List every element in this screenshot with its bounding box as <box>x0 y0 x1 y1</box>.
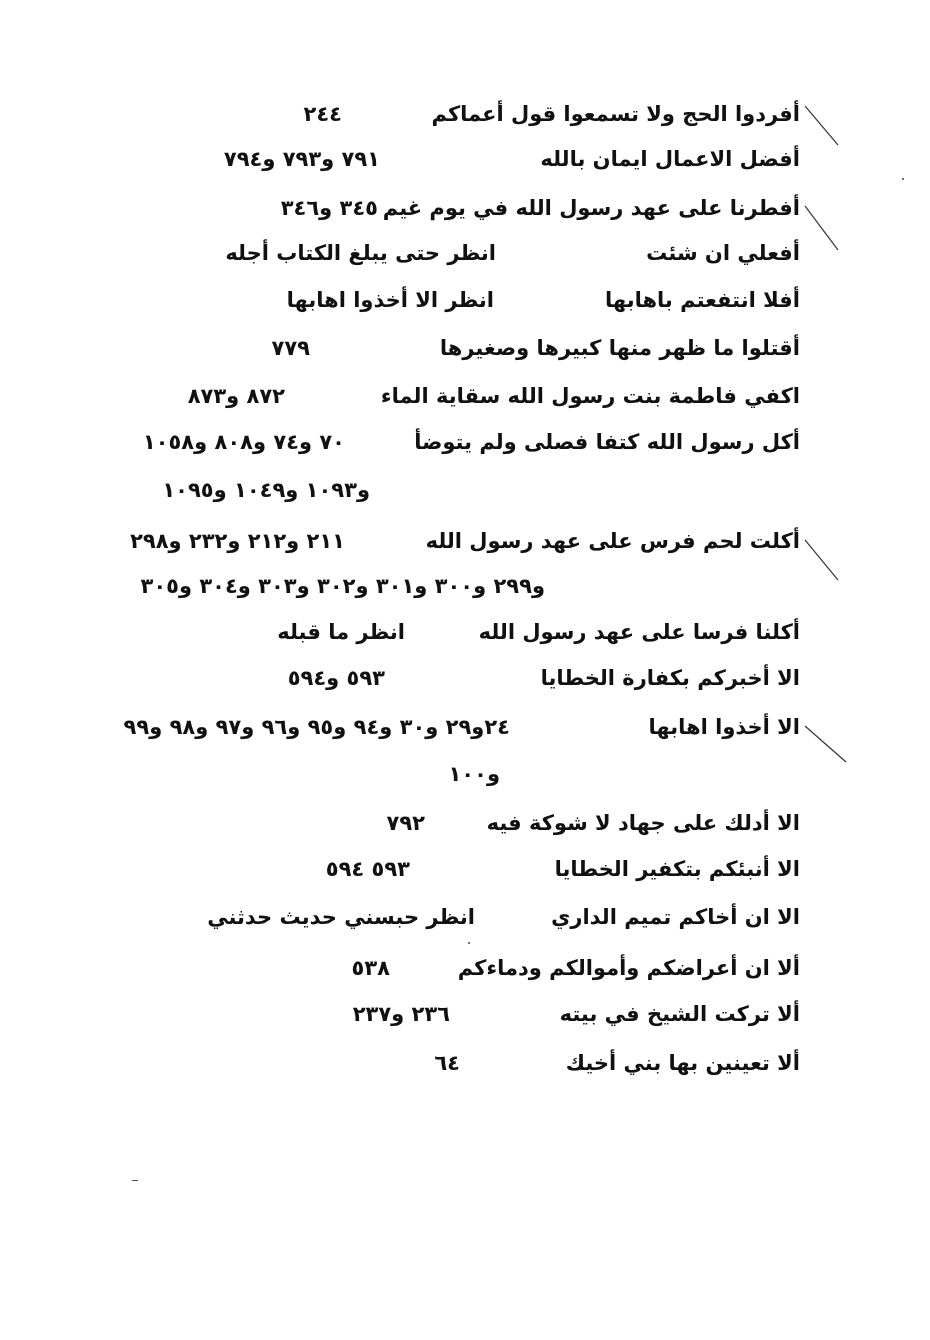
index-entry <box>0 376 930 416</box>
index-entry <box>0 707 930 747</box>
entry-ref: ٥٩٣ ٥٩٤ <box>325 857 410 881</box>
entry-ref: انظر حبسني حديث حدثني <box>207 905 475 929</box>
index-entry-continuation <box>0 470 930 510</box>
entry-head: الا أخبركم بكفارة الخطايا <box>540 666 800 690</box>
index-entry <box>0 188 930 228</box>
entry-head: أقتلوا ما ظهر منها كبيرها وصغيرها <box>439 336 800 360</box>
entry-ref: و١٠٠ <box>448 762 500 786</box>
index-entry <box>0 139 930 179</box>
paper-speck <box>468 942 470 944</box>
entry-head: أفردوا الحج ولا تسمعوا قول أعماكم <box>431 102 800 126</box>
entry-ref: ٥٩٣ و٥٩٤ <box>287 666 385 690</box>
entry-ref: ٢١١ و٢١٢ و٢٣٢ و٢٩٨ <box>130 529 345 553</box>
index-entry <box>0 422 930 462</box>
entry-ref: ٣٤٥ و٣٤٦ <box>280 196 378 220</box>
entry-head: ألا تركت الشيخ في بيته <box>559 1002 800 1026</box>
entry-head: الا أنبئكم بتكفير الخطايا <box>554 857 800 881</box>
index-entry <box>0 994 930 1034</box>
entry-head: اكفي فاطمة بنت رسول الله سقاية الماء <box>380 384 800 408</box>
entry-head: ألا ان أعراضكم وأموالكم ودماءكم <box>457 956 800 980</box>
paper-speck <box>132 1180 138 1181</box>
entry-head: الا أخذوا اهابها <box>648 715 800 739</box>
entry-head: أكلت لحم فرس على عهد رسول الله <box>425 529 800 553</box>
entry-ref: ٨٧٢ و٨٧٣ <box>187 384 285 408</box>
entry-ref: انظر ما قبله <box>277 620 405 644</box>
index-entry <box>0 1043 930 1083</box>
index-entry <box>0 521 930 561</box>
entry-ref: ٧٩٢ <box>386 811 425 835</box>
entry-ref: و٢٩٩ و٣٠٠ و٣٠١ و٣٠٢ و٣٠٣ و٣٠٤ و٣٠٥ <box>140 574 545 598</box>
index-entry <box>0 658 930 698</box>
entry-head: ألا تعينين بها بني أخيك <box>565 1051 800 1075</box>
entry-ref: ٧٠ و٧٤ و٨٠٨ و١٠٥٨ <box>142 430 345 454</box>
index-entry <box>0 612 930 652</box>
entry-head: أفضل الاعمال ايمان بالله <box>540 147 800 171</box>
entry-ref: ٢٤٤ <box>303 102 342 126</box>
index-entry <box>0 94 930 134</box>
entry-head: الا أدلك على جهاد لا شوكة فيه <box>486 811 800 835</box>
entry-head: أكلنا فرسا على عهد رسول الله <box>478 620 800 644</box>
index-entry <box>0 849 930 889</box>
entry-head: أفعلي ان شئت <box>646 241 800 265</box>
paper-speck <box>902 178 904 180</box>
entry-ref: ٥٣٨ <box>351 956 390 980</box>
entry-ref: ٢٤و٢٩ و٣٠ و٩٤ و٩٥ و٩٦ و٩٧ و٩٨ و٩٩ <box>123 715 510 739</box>
index-entry <box>0 948 930 988</box>
index-entry <box>0 280 930 320</box>
entry-ref: ٢٣٦ و٢٣٧ <box>352 1002 450 1026</box>
index-entry <box>0 233 930 273</box>
index-entry <box>0 897 930 937</box>
entry-ref: ٧٧٩ <box>271 336 310 360</box>
entry-ref: انظر الا أخذوا اهابها <box>286 288 494 312</box>
index-entry <box>0 803 930 843</box>
index-entry-continuation <box>0 754 930 794</box>
entry-ref: ٧٩١ و٧٩٣ و٧٩٤ <box>223 147 380 171</box>
entry-head: أكل رسول الله كتفا فصلى ولم يتوضأ <box>414 430 800 454</box>
index-entry <box>0 328 930 368</box>
entry-ref: و١٠٩٣ و١٠٤٩ و١٠٩٥ <box>162 478 370 502</box>
entry-head: الا ان أخاكم تميم الداري <box>551 905 800 929</box>
entry-ref: ٦٤ <box>434 1051 460 1075</box>
index-entry-continuation <box>0 566 930 606</box>
entry-head: أفلا انتفعتم باهابها <box>604 288 800 312</box>
entry-ref: انظر حتى يبلغ الكتاب أجله <box>225 241 496 265</box>
entry-head: أفطرنا على عهد رسول الله في يوم غيم <box>382 196 800 220</box>
